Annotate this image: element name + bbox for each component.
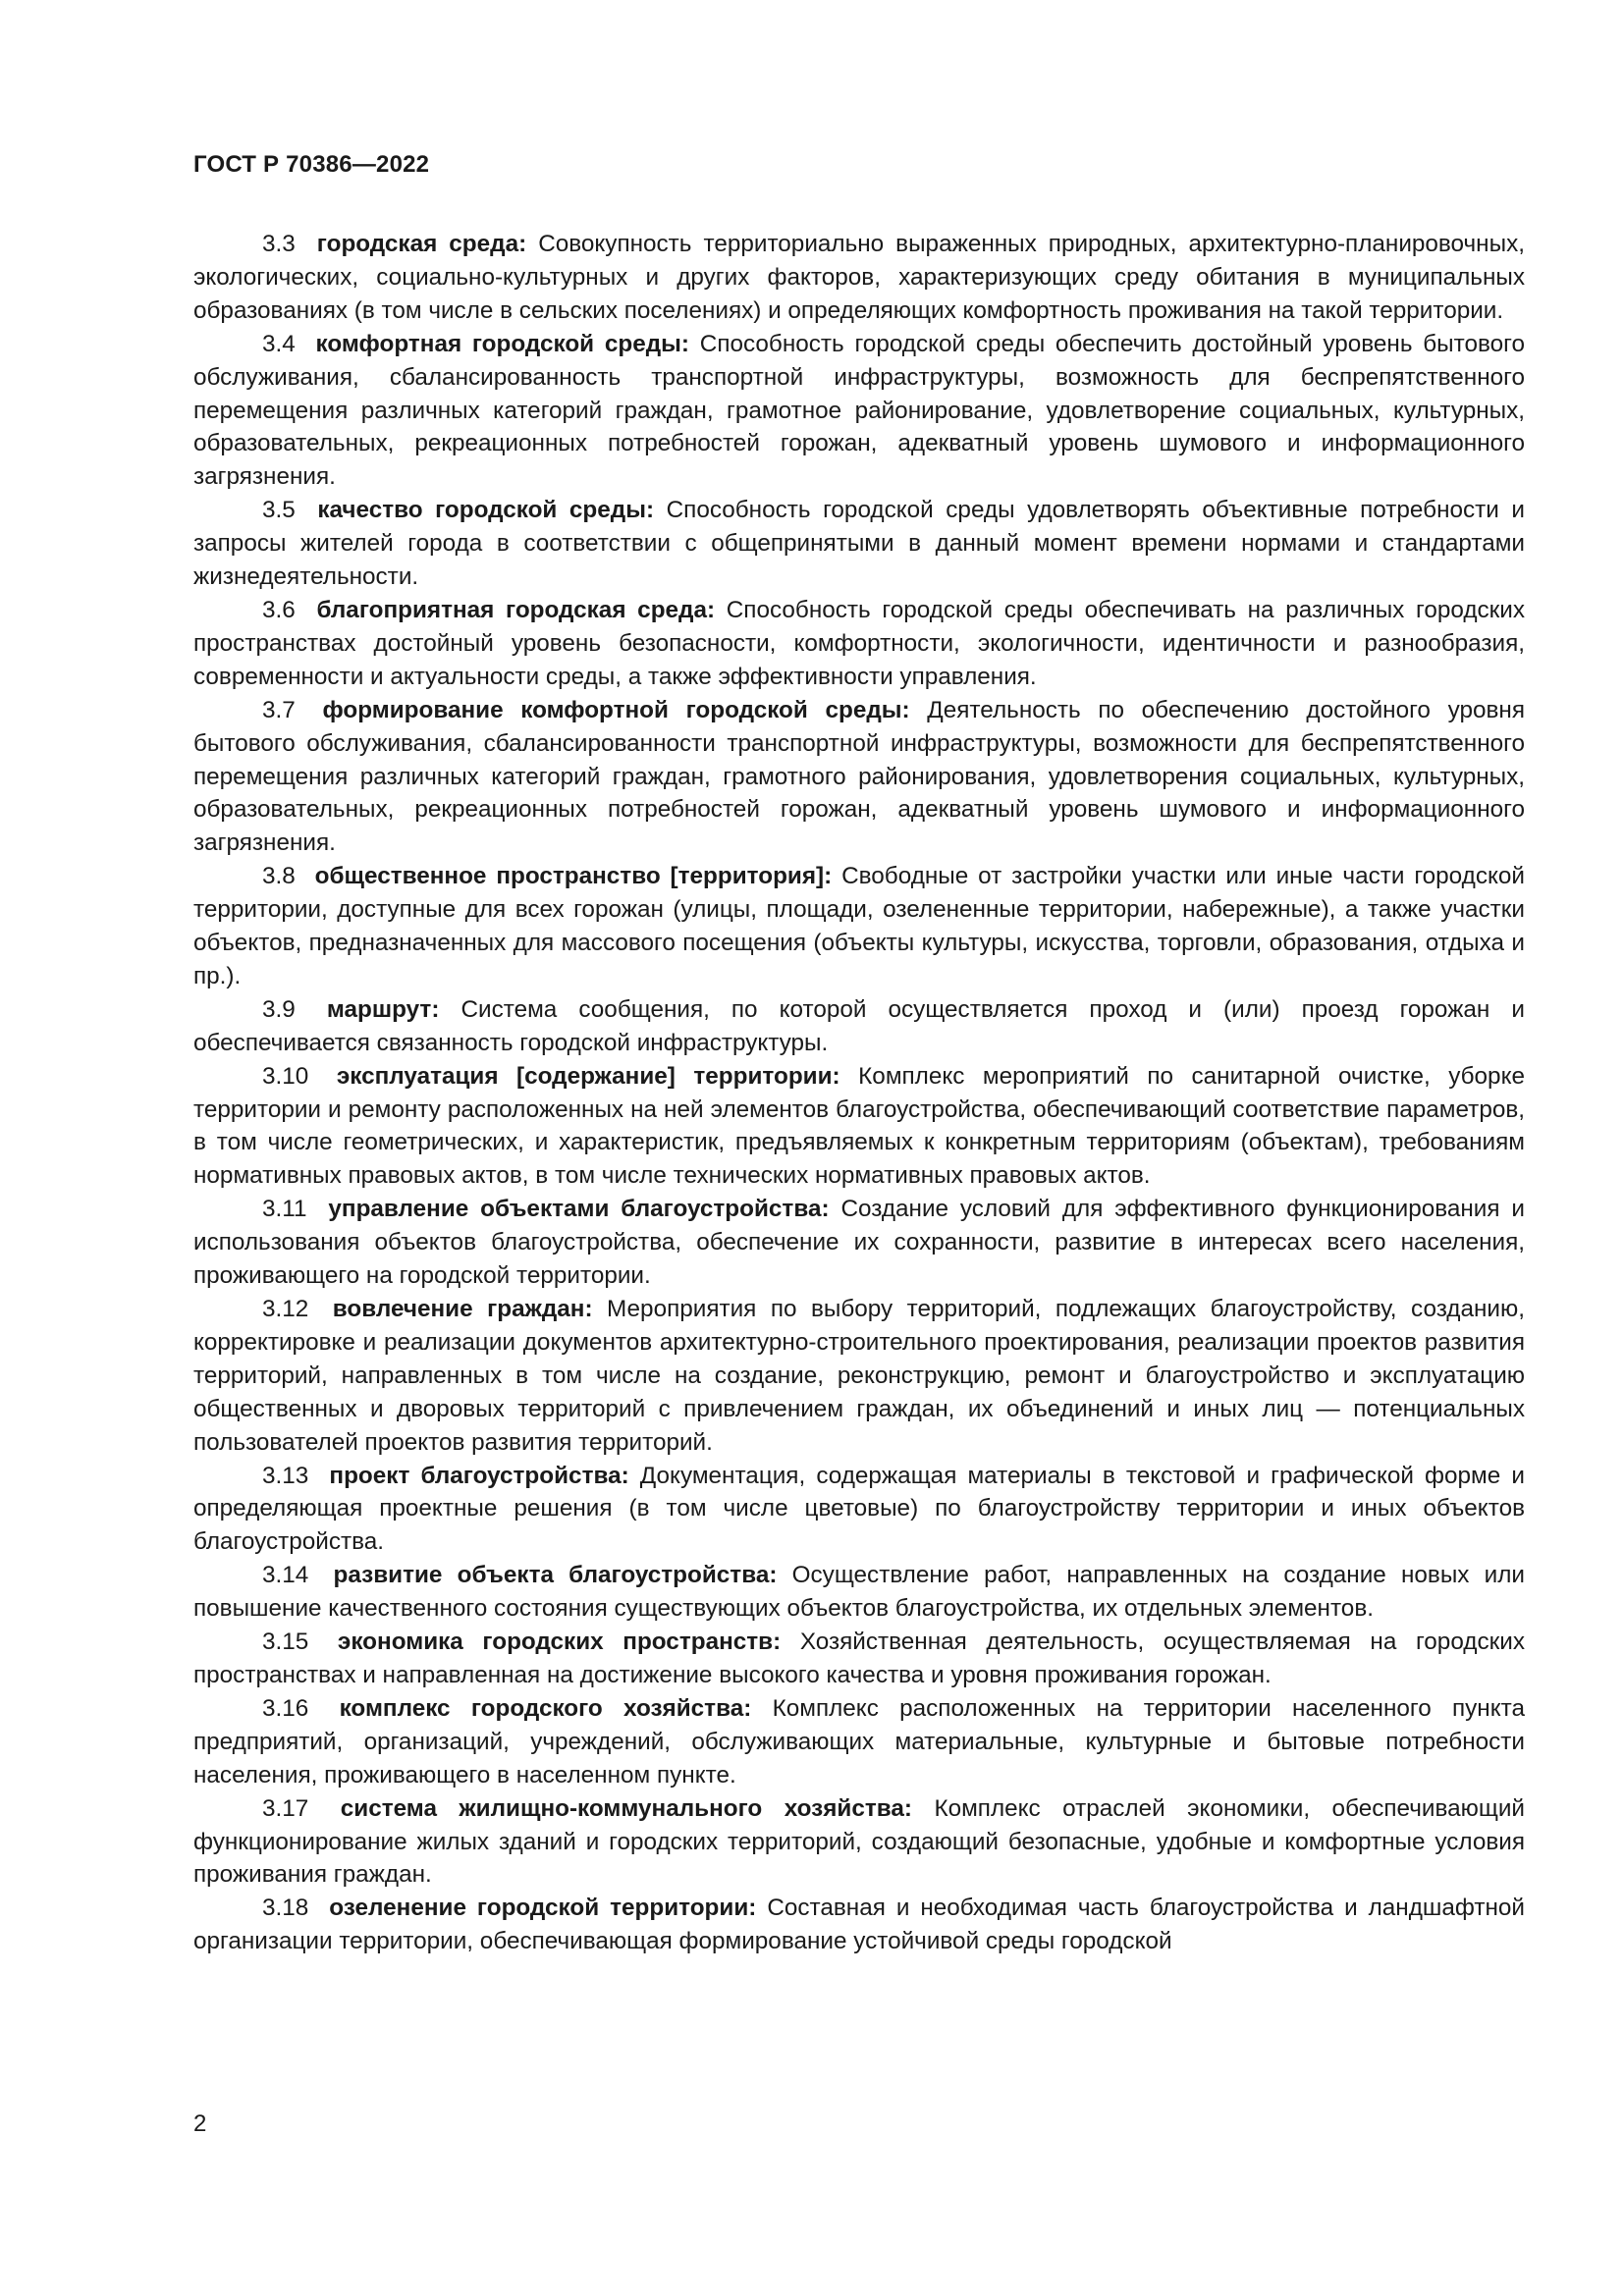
term-definition: Мероприятия по выбору территорий, подлежащих благоустройству, созданию, корректировке и реализации документов архитектурно-строительного проектирования, реализации проектов развития территорий, направленных в том числе на создание, реконструкцию, ремонт и благоустройство и эксплуатацию общественных и дворовых территорий с привлечением граждан, их объединений и иных лиц — потенциальных пользователей проектов развития территорий. (193, 1296, 1525, 1456)
term-number: 3.8 (262, 863, 296, 890)
term-definition: Способность городской среды обеспечивать на различных городских пространствах достойный уровень безопасности, комфортности, экологичности, идентичности и разнообразия, современности и актуальности среды, а также эффективности управления. (193, 596, 1525, 690)
term-3-13 (193, 1460, 1525, 1560)
term-name: система жилищно-коммунального хозяйства: (340, 1794, 912, 1822)
term-3-5 (193, 494, 1525, 594)
term-3-16 (193, 1692, 1525, 1792)
term-name: маршрут: (326, 995, 440, 1023)
term-number: 3.17 (262, 1794, 309, 1822)
term-number: 3.18 (262, 1895, 309, 1922)
page-number: 2 (193, 2110, 207, 2137)
term-number: 3.14 (262, 1562, 309, 1589)
term-name: проект благоустройства: (329, 1462, 629, 1489)
term-definition: Комплекс мероприятий по санитарной очистке, уборке территории и ремонту расположенных на ней элементов благоустройства, обеспечивающий соответствие параметров, в том числе геометрических, и характеристик, предъявляемых к конкретным территориям (объектам), требованиям нормативных правовых актов, в том числе технических нормативных правовых актов. (193, 1062, 1525, 1190)
term-name: качество городской среды: (317, 497, 655, 524)
term-definition: Комплекс отраслей экономики, обеспечивающий функционирование жилых зданий и городских территорий, создающий безопасные, удобные и комфортные условия проживания граждан. (193, 1794, 1525, 1889)
term-3-7 (193, 694, 1525, 861)
term-3-11 (193, 1193, 1525, 1293)
term-3-12 (193, 1293, 1525, 1460)
term-3-9 (193, 993, 1525, 1060)
term-definition: Совокупность территориально выраженных природных, архитектурно-планировочных, экологических, социально-культурных и других факторов, характеризующих среду обитания в муниципальных образованиях (в том числе в сельских поселениях) и определяющих комфортность проживания на такой территории. (193, 231, 1525, 324)
term-3-17 (193, 1792, 1525, 1893)
term-3-15 (193, 1626, 1525, 1692)
term-number: 3.7 (262, 696, 296, 723)
term-name: комплекс городского хозяйства: (339, 1694, 752, 1722)
term-3-18 (193, 1892, 1525, 1958)
term-number: 3.10 (262, 1062, 309, 1090)
term-3-4 (193, 328, 1525, 495)
term-name: управление объектами благоустройства: (328, 1196, 830, 1223)
term-definition: Комплекс расположенных на территории населенного пункта предприятий, организаций, учреждений, обслуживающих материальные, культурные и бытовые потребности населения, проживающего в населенном пункте. (193, 1694, 1525, 1789)
term-definition: Способность городской среды удовлетворять объективные потребности и запросы жителей города в соответствии с общепринятыми в данный момент времени нормами и стандартами жизнедеятельности. (193, 497, 1525, 591)
term-number: 3.3 (262, 231, 296, 257)
term-number: 3.16 (262, 1694, 309, 1722)
term-name: вовлечение граждан: (332, 1296, 593, 1322)
term-number: 3.15 (262, 1629, 309, 1656)
term-name: озеленение городской территории: (329, 1895, 757, 1922)
term-definition: Деятельность по обеспечению достойного уровня бытового обслуживания, сбалансированности транспортной инфраструктуры, возможности для беспрепятственного перемещения различных категорий граждан, грамотного районирования, удовлетворения социальных, культурных, образовательных, рекреационных потребностей горожан, адекватный уровень шумового и информационного загрязнения. (193, 696, 1525, 857)
term-name: комфортная городской среды: (315, 330, 690, 357)
term-name: экономика городских пространств: (337, 1629, 782, 1656)
term-3-3 (193, 228, 1525, 328)
term-definition: Способность городской среды обеспечить достойный уровень бытового обслуживания, сбалансированность транспортной инфраструктуры, возможность для беспрепятственного перемещения различных категорий граждан, грамотное районирование, удовлетворение социальных, культурных, образовательных, рекреационных потребностей горожан, адекватный уровень шумового и информационного загрязнения. (193, 330, 1525, 491)
term-definition: Система сообщения, по которой осуществляется проход и (или) проезд горожан и обеспечивается связанность городской инфраструктуры. (193, 995, 1525, 1056)
terms-section (193, 228, 1525, 1958)
term-3-6 (193, 594, 1525, 694)
term-name: общественное пространство [территория]: (314, 863, 833, 890)
term-definition: Составная и необходимая часть благоустройства и ландшафтной организации территории, обеспечивающая формирование устойчивой среды городской (193, 1895, 1525, 1955)
term-3-8 (193, 860, 1525, 993)
term-number: 3.12 (262, 1296, 309, 1322)
term-number: 3.11 (262, 1196, 307, 1223)
term-name: развитие объекта благоустройства: (333, 1562, 778, 1589)
term-number: 3.13 (262, 1462, 309, 1489)
document-header: ГОСТ Р 70386—2022 (193, 151, 430, 178)
term-number: 3.9 (262, 995, 296, 1023)
term-number: 3.4 (262, 330, 296, 357)
term-definition: Свободные от застройки участки или иные части городской территории, доступные для всех горожан (улицы, площади, озелененные территории, набережные), а также участки объектов, предназначенных для массового посещения (объекты культуры, искусства, торговли, образования, отдыха и пр.). (193, 863, 1525, 989)
term-number: 3.5 (262, 497, 296, 524)
term-number: 3.6 (262, 596, 296, 623)
term-3-14 (193, 1559, 1525, 1626)
term-definition: Хозяйственная деятельность, осуществляемая на городских пространствах и направленная на достижение высокого качества и уровня проживания горожан. (193, 1629, 1525, 1688)
term-name: городская среда: (316, 231, 527, 257)
term-definition: Осуществление работ, направленных на создание новых или повышение качественного состояния существующих объектов благоустройства, их отдельных элементов. (193, 1562, 1525, 1623)
term-name: формирование комфортной городской среды: (322, 696, 910, 723)
term-definition: Документация, содержащая материалы в текстовой и графической форме и определяющая проектные решения (в том числе цветовые) по благоустройству территории и иных объектов благоустройства. (193, 1462, 1525, 1556)
term-name: благоприятная городская среда: (316, 596, 716, 623)
term-3-10 (193, 1060, 1525, 1194)
term-definition: Создание условий для эффективного функционирования и использования объектов благоустройства, обеспечение их сохранности, развитие в интересах всего населения, проживающего на городской территории. (193, 1196, 1525, 1290)
term-name: эксплуатация [содержание] территории: (336, 1062, 840, 1090)
